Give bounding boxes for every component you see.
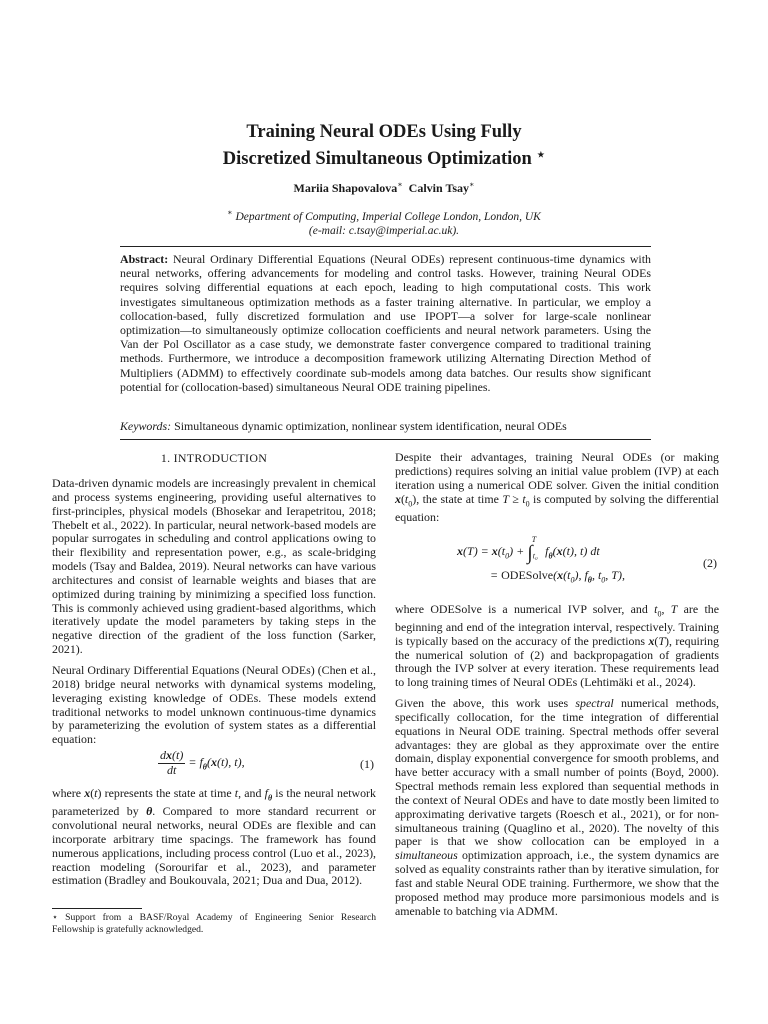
equation-2: $x(T) = x(t_0) + \int_{t_0}^T$ $f_\theta(x(t)$, t) dt = $ODESolve(x(t_0)$, $f_\theta$, $t_0$, T), (2) (457, 534, 717, 584)
footnote-rule (52, 908, 142, 909)
rp1-text-b: , the state at time (416, 491, 499, 506)
equation-1-number: (1) (360, 757, 374, 772)
affiliation-line-2: (e-mail: c.tsay@imperial.ac.uk). (308, 224, 460, 237)
author-2-mark: ∗ (469, 180, 475, 189)
affiliation-mark: ∗ (227, 208, 233, 217)
right-paragraph-1: Despite their advantages, training Neural ODEs (or making predictions) requires solving an initial value problem (IVP) at each iteration using a numerical ODE solver. Given the initial condition $x(t_0)$, the state at time $T \ge t_0$ is computed by solving the differential equation: (395, 450, 719, 524)
rp2-text-a: where ODESolve is a numerical IVP solver, and (395, 601, 648, 616)
abstract-text: Neural Ordinary Differential Equations (Neural ODEs) represent continuous-time dynamics with neural networks, offering advancements for modeling and control tasks. However, training Neural ODEs requires solving differential equations at each epoch, leading to high computational costs. This work investigates simultaneous optimization methods as a faster training alternative. In particular, we employ a collocation-based, fully discretized formulation and use IPOPT—a solver for large-scale nonlinear optimization—to simultaneously optimize collocation coefficients and neural network parameters. Using the Van der Pol Oscillator as a case study, we demonstrate faster convergence compared to traditional training methods. Furthermore, we introduce a decomposition framework utilizing Alternating Direction Method of Multipliers (ADMM) to effectively coordinate sub-models among data batches. Our results show significant potential for (collocation-based) simultaneous Neural ODE training pipelines. (120, 252, 651, 394)
rp1-text-c: is computed by solving the differential equation: (395, 491, 719, 524)
section-heading-introduction: 1. INTRODUCTION (160, 451, 268, 465)
abstract-top-rule (120, 246, 651, 247)
intro-paragraph-1: Data-driven dynamic models are increasingly prevalent in chemical and process systems engineering, providing useful alternatives to first-principles, physical models (Bhosekar and Ierapetritou, 2018; Thebelt et al., 2022). In particular, neural network-based models are popular surrogates in scheduling and control applications owing to their flexibility and representation power, e.g., as scale-bridging models (Tsay and Baldea, 2019). Neural networks can have various architectures and consist of learnable weights and biases that are optimized during training by minimizing a specified loss function. This is commonly achieved using gradient-based algorithms, which iteratively update the model parameters by taking steps in the negative direction of the gradient of the loss function (Sarker, 2021). (52, 476, 376, 657)
footnote-text: Support from a BASF/Royal Academy of Engineering Senior Research Fellowship is gratefully acknowledged. (52, 912, 376, 935)
rp2-text-b: are the beginning and end of the integration interval, respectively. Training is typically based on the accuracy of the predictions (395, 601, 719, 648)
abstract-label: Abstract: (120, 252, 169, 266)
affiliation-line-1: Department of Computing, Imperial College London, London, UK (235, 210, 541, 223)
keywords (120, 419, 651, 433)
author-2: Calvin Tsay (408, 181, 470, 195)
equation-2-number: (2) (703, 555, 717, 570)
title-line-1: Training Neural ODEs Using Fully (246, 122, 522, 142)
affiliation (0, 206, 768, 238)
authors (0, 180, 768, 196)
footnote-mark: ⋆ (52, 912, 59, 923)
rp3-simultaneous: simultaneous (395, 848, 458, 863)
p3-text-a: where (52, 786, 82, 801)
rp2-text-c: , requiring the numerical solution of (2) and backpropagation of gradients through the IVP solver at every iteration. These requirements lead to long training times of Neural ODEs (Lehtimäki et al., 2024). (395, 633, 719, 690)
abstract (120, 252, 651, 394)
author-1: Mariia Shapovalova (293, 181, 398, 195)
paper-title (0, 120, 768, 171)
author-1-mark: ∗ (397, 180, 403, 189)
right-paragraph-2: where ODESolve is a numerical IVP solver, and $t_0$, T are the beginning and end of the integration interval, respectively. Training is typically based on the accuracy of the predictions x(T), requiring the numerical solution of (2) and backpropagation of gradients through the IVP solver at every iteration. These requirements lead to long training times of Neural ODEs (Lehtimäki et al., 2024). (395, 601, 719, 690)
equation-1: $\frac{dx(t)}{dt}$ = $f_\theta(x(t)$, t), (1) (160, 748, 374, 777)
rp3-text-c: optimization approach, i.e., the system dynamics are solved as equality constraints rather than by iterative simulation, for fast and stable Neural ODE training. Furthermore, we show that the proposed method may produce more parsimonious models and is amenable to batching via ADMM. (395, 848, 719, 918)
intro-paragraph-3: where x(t) represents the state at time t, and $f_\theta$ is the neural network parameterized by θ. Compared to more standard recurrent or convolutional neural networks, neural ODEs are flexible and can incorporate arbitrary time spacings. The framework has found numerous applications, including process control (Luo et al., 2023), reaction modeling (Sorourifar et al., 2023), and parameter estimation (Bradley and Boukouvala, 2021; Dua and Dua, 2012). (52, 786, 376, 888)
title-footnote-mark: ⋆ (536, 148, 546, 163)
abstract-bottom-rule (120, 439, 651, 440)
right-paragraph-3 (395, 697, 719, 919)
intro-paragraph-2: Neural Ordinary Differential Equations (Neural ODEs) (Chen et al., 2018) bridge neural networks with dynamical systems modeling, leveraging existing knowledge of ODEs. These models extend traditional networks to model unknown continuous-time dynamics by parameterizing the evolution of system states as a differential equation: (52, 662, 376, 747)
rp3-text-b: numerical methods, specifically collocation, for the time integration of differential equations in Neural ODE training. Spectral methods offer several advantages: they are global as they approximate over the entire domain, display exponential convergence for smooth problems, and have better accuracy with a small number of points (Boyd, 2000). Spectral methods remain less explored than sequential methods in the context of Neural ODEs and have to date mostly been limited to approximating derivative targets (Roesch et al., 2021), or for non-simultaneous training (Quaglino et al., 2020). The novelty of this paper is that we show collocation can be employed in a (395, 696, 719, 849)
title-line-2: Discretized Simultaneous Optimization (222, 149, 532, 169)
keywords-label: Keywords: (120, 419, 172, 433)
p3-text-e: . Compared to more standard recurrent or convolutional neural networks, neural ODEs are flexible and can incorporate arbitrary time spacings. The framework has found numerous applications, including process control (Luo et al., 2023), reaction modeling (Sorourifar et al., 2023), and parameter estimation (Bradley and Boukouvala, 2021; Dua and Dua, 2012). (52, 804, 376, 888)
keywords-text: Simultaneous dynamic optimization, nonlinear system identification, neural ODEs (174, 419, 567, 433)
p3-text-d: is the neural network parameterized by (52, 786, 376, 819)
rp1-text-a: Despite their advantages, training Neural ODEs (or making predictions) requires solving an initial value problem (IVP) at each iteration using a numerical ODE solver. Given the initial condition (395, 450, 719, 492)
footnote (52, 912, 376, 936)
rp3-text-a: Given the above, this work uses (395, 696, 569, 711)
rp3-spectral: spectral (575, 696, 614, 711)
left-column (52, 477, 376, 895)
p3-text-c: , and (238, 786, 262, 801)
p3-text-b: represents the state at time (104, 786, 232, 801)
right-column (395, 451, 719, 926)
